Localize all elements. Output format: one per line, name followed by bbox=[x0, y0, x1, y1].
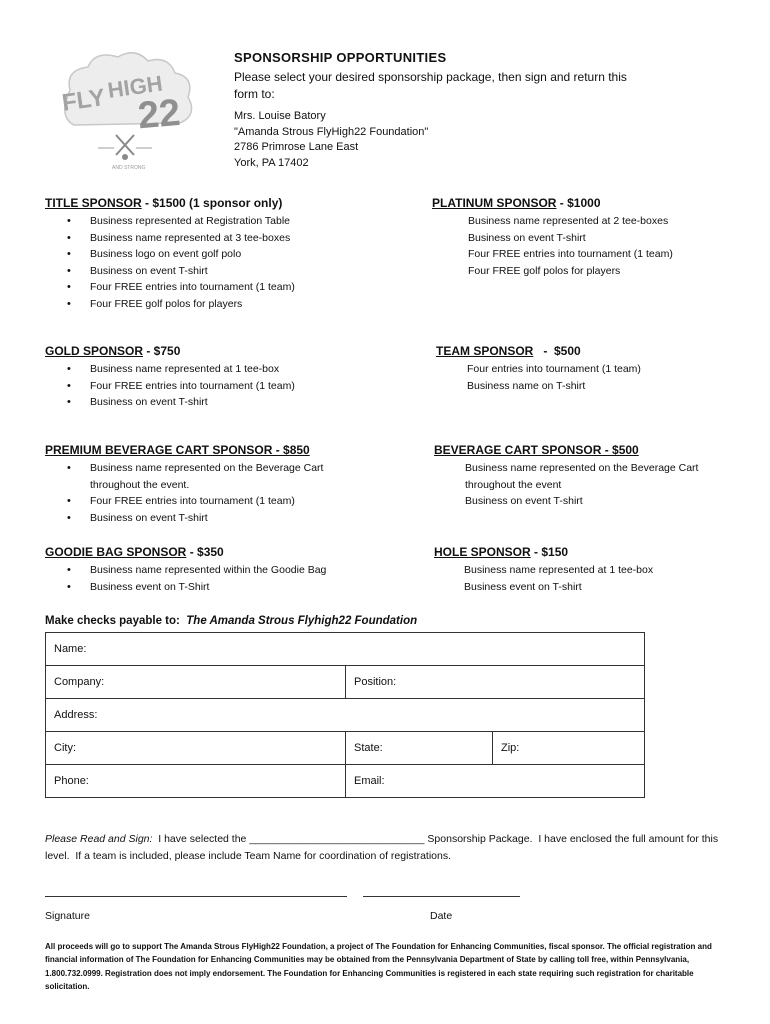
email-field[interactable]: Email: bbox=[345, 765, 644, 798]
premium-beverage-cart-heading: PREMIUM BEVERAGE CART SPONSOR - $850 bbox=[45, 443, 310, 457]
goodie-bag-heading: GOODIE BAG SPONSOR - $350 bbox=[45, 545, 224, 559]
title-sponsor-section bbox=[45, 196, 405, 312]
list-item: Business event on T-shirt bbox=[464, 580, 582, 593]
team-sponsor-benefits bbox=[436, 361, 736, 394]
list-item: • Business name represented within the Goodie Bag bbox=[45, 562, 405, 579]
premium-beverage-cart-benefits bbox=[45, 460, 365, 526]
title-sponsor-heading: TITLE SPONSOR - $1500 (1 sponsor only) bbox=[45, 196, 283, 210]
logo-22-text: 22 bbox=[136, 91, 183, 138]
list-item: • Business event on T-Shirt bbox=[45, 579, 405, 596]
agreement-text: Please Read and Sign: I have selected the ______________________________ Sponsorship Package. I have enclosed the full amount for this level. If a team is included, please include Team Name for coordination of registrations. bbox=[45, 833, 722, 862]
gold-sponsor-section bbox=[45, 344, 405, 411]
list-item: • Four FREE entries into tournament (1 team) bbox=[45, 378, 405, 395]
list-item: • Business name represented on the Beverage Cart throughout the event. bbox=[45, 460, 365, 493]
list-item: • Business on event T-shirt bbox=[45, 394, 405, 411]
flyhigh22-logo bbox=[50, 45, 200, 170]
position-field[interactable]: Position: bbox=[345, 666, 644, 698]
address-line-org: "Amanda Strous FlyHigh22 Foundation" bbox=[234, 125, 429, 138]
premium-beverage-cart-section bbox=[45, 443, 405, 526]
list-item: Business name represented at 1 tee-box bbox=[464, 564, 654, 576]
goodie-bag-benefits bbox=[45, 562, 405, 595]
hole-sponsor-heading: HOLE SPONSOR - $150 bbox=[434, 545, 569, 559]
list-item: Business on event T-shirt bbox=[468, 231, 586, 244]
platinum-sponsor-heading: PLATINUM SPONSOR - $1000 bbox=[432, 196, 601, 210]
title-sponsor-benefits bbox=[45, 213, 405, 312]
logo-high-text: HIGH bbox=[106, 70, 165, 103]
list-item: • Business logo on event golf polo bbox=[45, 246, 405, 263]
company-field[interactable]: Company: bbox=[54, 676, 105, 688]
mailing-address bbox=[234, 109, 654, 171]
form-row-name bbox=[46, 633, 644, 666]
platinum-sponsor-section bbox=[432, 196, 732, 279]
list-item: • Business on event T-shirt bbox=[45, 510, 365, 527]
legal-disclaimer: All proceeds will go to support The Amanda Strous FlyHigh22 Foundation, a project of The Foundation for Enhancing Communities, fiscal sponsor. The official registration and financial information of The Foundation for Enhancing Communities may be obtained from the Pennsylvania Department of State by calling toll free, within Pennsylvania, 1.800.732.0999. Registration does not imply endorsement. The Foundation for Enhancing Communities is registered in each state requiring such registration for charitable solicitation. bbox=[45, 942, 712, 991]
list-item: • Business name represented at 3 tee-boxes bbox=[45, 230, 405, 247]
form-row-address bbox=[46, 699, 644, 732]
list-item: Four FREE entries into tournament (1 team) bbox=[468, 248, 673, 260]
form-row-phone bbox=[46, 765, 644, 798]
list-item: • Business on event T-shirt bbox=[45, 263, 405, 280]
list-item: Four FREE golf polos for players bbox=[468, 264, 621, 277]
registration-form bbox=[45, 632, 645, 798]
signature-label: Signature bbox=[45, 910, 90, 922]
address-line-city: York, PA 17402 bbox=[234, 156, 309, 169]
beverage-cart-heading: BEVERAGE CART SPONSOR - $500 bbox=[434, 443, 639, 457]
goodie-bag-section bbox=[45, 545, 405, 595]
header bbox=[234, 50, 654, 171]
date-line[interactable] bbox=[363, 896, 520, 897]
beverage-cart-benefits bbox=[434, 460, 724, 510]
intro-text: Please select your desired sponsorship package, then sign and return this form to: bbox=[234, 70, 627, 101]
city-field[interactable]: City: bbox=[54, 742, 76, 754]
address-line-name: Mrs. Louise Batory bbox=[234, 110, 326, 122]
list-item: Business name on T-shirt bbox=[467, 379, 586, 392]
list-item: Four entries into tournament (1 team) bbox=[467, 363, 641, 375]
form-row-city bbox=[46, 732, 644, 765]
list-item: • Four FREE golf polos for players bbox=[45, 296, 405, 313]
platinum-sponsor-benefits bbox=[432, 213, 732, 279]
state-field[interactable]: State: bbox=[345, 732, 492, 764]
gold-sponsor-benefits bbox=[45, 361, 405, 411]
signature-line[interactable] bbox=[45, 896, 347, 897]
phone-field[interactable]: Phone: bbox=[54, 775, 89, 787]
payable-to: Make checks payable to: The Amanda Strous Flyhigh22 Foundation bbox=[45, 615, 418, 627]
hole-sponsor-section bbox=[434, 545, 734, 595]
gold-sponsor-heading: GOLD SPONSOR - $750 bbox=[45, 344, 181, 358]
name-field[interactable]: Name: bbox=[54, 643, 87, 655]
beverage-cart-section bbox=[434, 443, 734, 510]
team-sponsor-heading: TEAM SPONSOR - $500 bbox=[436, 344, 581, 358]
logo-tagline: AND STRONG bbox=[112, 165, 146, 170]
form-row-company bbox=[46, 666, 644, 699]
logo-fly-text: FLY bbox=[60, 84, 107, 117]
list-item: • Four FREE entries into tournament (1 team) bbox=[45, 279, 405, 296]
logo-ball bbox=[122, 154, 128, 160]
list-item: Business name represented on the Beverage Cart throughout the event bbox=[465, 462, 699, 491]
address-field[interactable]: Address: bbox=[54, 709, 98, 721]
list-item: Business on event T-shirt bbox=[465, 495, 583, 507]
list-item: Business name represented at 2 tee-boxes bbox=[468, 215, 669, 227]
zip-field[interactable]: Zip: bbox=[492, 732, 644, 764]
page-title: SPONSORSHIP OPPORTUNITIES bbox=[234, 50, 447, 65]
list-item: • Business represented at Registration Table bbox=[45, 213, 405, 230]
list-item: • Four FREE entries into tournament (1 team) bbox=[45, 493, 365, 510]
team-sponsor-section bbox=[436, 344, 736, 394]
address-line-street: 2786 Primrose Lane East bbox=[234, 141, 359, 153]
hole-sponsor-benefits bbox=[434, 562, 734, 595]
list-item: • Business name represented at 1 tee-box bbox=[45, 361, 405, 378]
date-label: Date bbox=[430, 910, 453, 922]
